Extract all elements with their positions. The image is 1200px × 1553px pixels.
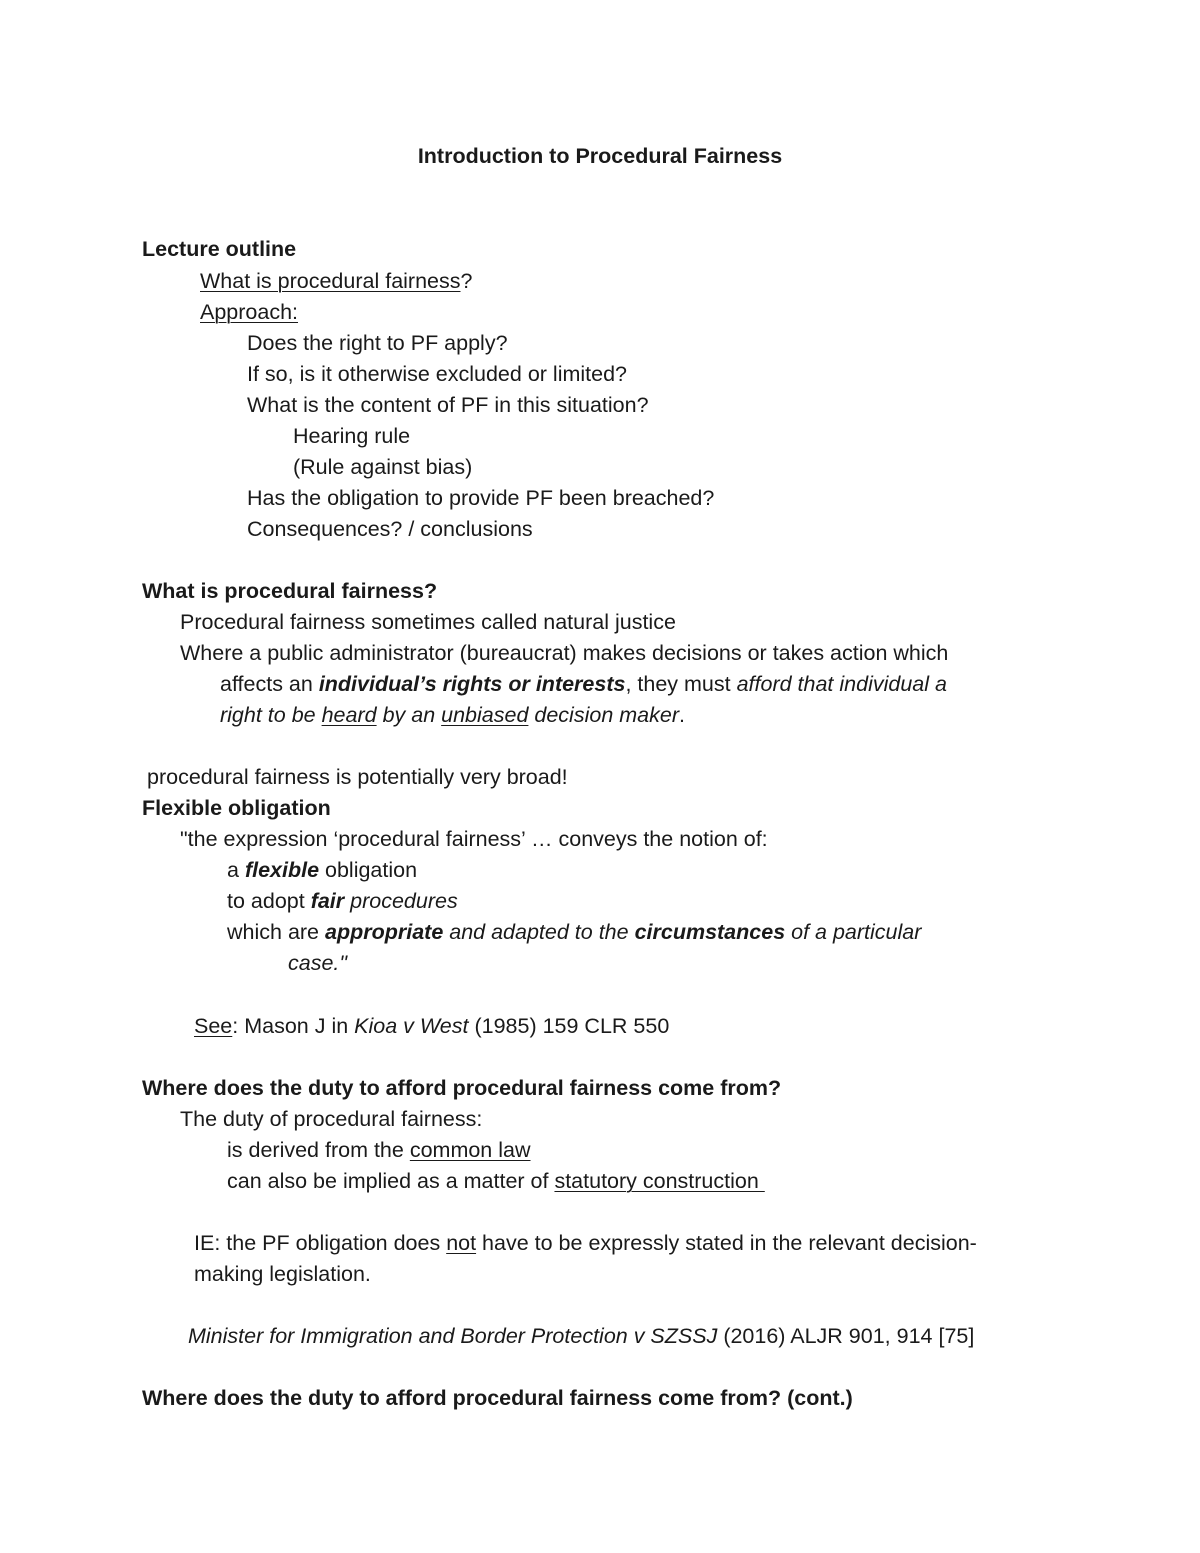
see-b: : Mason J in: [232, 1014, 355, 1038]
outline-bias-rule: (Rule against bias): [293, 455, 473, 479]
flex-l4e: of a particular: [785, 920, 922, 944]
flex-quote-line1: "the expression ‘procedural fairness’ … conveys the notion of:: [180, 827, 768, 851]
pf-def-l3a: affects an: [220, 672, 319, 696]
see-d: (1985) 159 CLR 550: [468, 1014, 670, 1038]
duty-l2a: is derived from the: [227, 1138, 410, 1162]
flex-l2a: a: [227, 858, 245, 882]
flex-l4a: which are: [227, 920, 325, 944]
flex-quote-line4: [227, 919, 921, 945]
pf-def-unbiased: unbiased: [441, 703, 529, 727]
szssj-ref: (2016) ALJR 901, 914 [75]: [717, 1324, 975, 1348]
outline-approach: Approach:: [200, 300, 299, 324]
flex-quote-line5: [288, 950, 347, 976]
pf-def-l4e: decision maker: [528, 703, 679, 727]
ie-line2: making legislation.: [194, 1262, 371, 1286]
flex-l2b: flexible: [244, 858, 320, 882]
flexible-obligation-heading: Flexible obligation: [142, 796, 331, 820]
pf-definition-line2: [220, 671, 947, 697]
duty-line3: [227, 1168, 765, 1194]
outline-q4: Has the obligation to provide PF been breached?: [247, 486, 715, 510]
page-title: Introduction to Procedural Fairness: [417, 144, 783, 168]
pf-def-l4a: right to be: [220, 703, 322, 727]
duty-statutory: statutory construction: [554, 1169, 765, 1193]
flex-l5: case.": [288, 951, 348, 975]
pf-def-l3d: afford that individual a: [736, 672, 947, 696]
outline-what-is-q: ?: [460, 269, 473, 293]
duty-line2: [227, 1137, 531, 1163]
see-case-name: Kioa v West: [354, 1014, 469, 1038]
lecture-outline-heading: Lecture outline: [142, 237, 297, 261]
pf-definition-line1: Where a public administrator (bureaucrat) makes decisions or takes action which: [180, 641, 949, 665]
flex-quote-line3: [227, 888, 458, 914]
what-is-pf-heading: What is procedural fairness?: [142, 579, 438, 603]
szssj-citation: [188, 1323, 974, 1349]
flex-l3c: procedures: [344, 889, 458, 913]
ie-c: have to be expressly stated in the relevant decision-: [476, 1231, 977, 1255]
pf-definition-line3: [220, 702, 685, 728]
pf-natural-justice-line: Procedural fairness sometimes called natural justice: [180, 610, 676, 634]
flex-l3a: to adopt: [227, 889, 311, 913]
flex-l2c: obligation: [319, 858, 418, 882]
pf-def-l4f: .: [679, 703, 685, 727]
duty-common-law: common law: [409, 1138, 531, 1162]
outline-what-is: [200, 268, 472, 294]
ie-line1: [194, 1230, 977, 1256]
ie-a: IE: the PF obligation does: [194, 1231, 447, 1255]
see-citation: [194, 1013, 669, 1039]
ie-not: not: [446, 1231, 477, 1255]
pf-def-heard: heard: [321, 703, 377, 727]
see-label: See: [194, 1014, 233, 1038]
outline-what-is-text: What is procedural fairness: [200, 269, 461, 293]
duty-heading: Where does the duty to afford procedural fairness come from?: [142, 1076, 782, 1100]
flex-l4d: circumstances: [634, 920, 786, 944]
flex-l3b: fair: [310, 889, 345, 913]
flex-l4c: and adapted to the: [443, 920, 635, 944]
flex-quote-line2: [227, 857, 417, 883]
flex-l4b: appropriate: [325, 920, 444, 944]
pf-def-rights: individual’s rights or interests: [318, 672, 626, 696]
szssj-case-name: Minister for Immigration and Border Protection v SZSSJ: [188, 1324, 718, 1348]
outline-q2: If so, is it otherwise excluded or limited?: [247, 362, 627, 386]
pf-broad-line: procedural fairness is potentially very broad!: [147, 765, 568, 789]
outline-q1: Does the right to PF apply?: [247, 331, 508, 355]
outline-q5: Consequences? / conclusions: [247, 517, 533, 541]
duty-cont-heading: Where does the duty to afford procedural fairness come from? (cont.): [142, 1386, 853, 1410]
duty-line1: The duty of procedural fairness:: [180, 1107, 483, 1131]
pf-def-l3c: , they must: [625, 672, 737, 696]
outline-q3: What is the content of PF in this situation?: [247, 393, 649, 417]
outline-hearing-rule: Hearing rule: [293, 424, 411, 448]
duty-l3a: can also be implied as a matter of: [227, 1169, 555, 1193]
pf-def-l4c: by an: [376, 703, 442, 727]
